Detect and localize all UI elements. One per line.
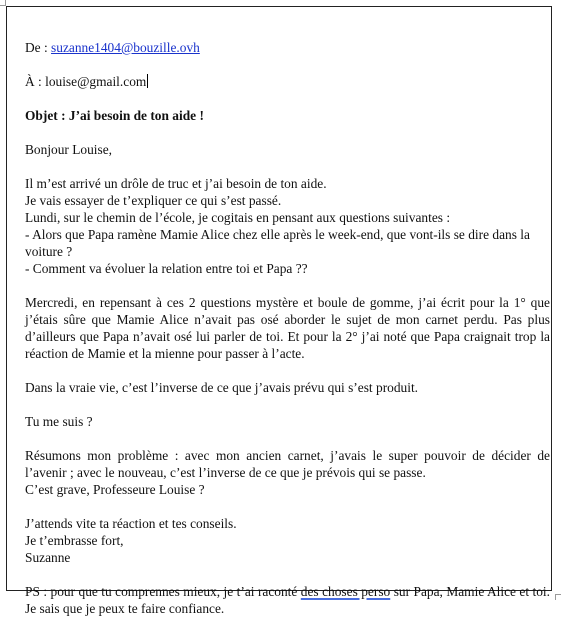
- to-label: À :: [25, 74, 46, 89]
- paragraph-4: Tu me suis ?: [25, 414, 93, 429]
- paragraph-2: Mercredi, en repensant à ces 2 questions mystère et boule de gomme, j’ai écrit pour la 1° que j’étais sûre que Mamie Alice n’avait pas osé aborder le sujet de mon carnet perdu. Pas plus d’ailleurs que Papa n’avait osé lui parler de toi. Et pour la 2° j’ai noté que Papa craignait trop la réaction de Mamie et la mienne pour passer à l’acte.: [25, 295, 550, 361]
- paragraph-5: Résumons mon problème : avec mon ancien carnet, j’avais le super pouvoir de décider de l’avenir ; avec le nouveau, c’est l’inverse de ce que je prévois qui se passe. C’est grave, Professeure Louise ?: [25, 448, 550, 497]
- email-subject: Objet : J’ai besoin de ton aide !: [25, 108, 204, 123]
- text-cursor: [147, 74, 148, 88]
- from-line: [25, 39, 550, 56]
- paragraph-1: Il m’est arrivé un drôle de truc et j’ai besoin de ton aide. Je vais essayer de t’expliquer ce qui s’est passé. Lundi, sur le chemin de l’école, je cogitais en pensant aux questions suivantes : - Alors que Papa ramène Mamie Alice chez elle après le week-end, que vont-ils se dire dans la voiture ? - Comment va évoluer la relation entre toi et Papa ??: [25, 176, 530, 276]
- to-line[interactable]: [25, 73, 550, 90]
- from-label: De :: [25, 40, 52, 55]
- corner-mark-bottom-right: [555, 594, 561, 600]
- ps-text-start: PS : pour que tu comprennes mieux, je t’ai raconté: [25, 584, 301, 599]
- paragraph-3: Dans la vraie vie, c’est l’inverse de ce que j’avais prévu qui s’est produit.: [25, 380, 419, 395]
- greeting: Bonjour Louise,: [25, 142, 113, 157]
- email-document: [25, 39, 550, 617]
- spellcheck-highlight[interactable]: des choses perso: [300, 584, 391, 599]
- from-email-link[interactable]: suzanne1404@bouzille.ovh: [51, 40, 200, 55]
- closing: J’attends vite ta réaction et tes conseils. Je t’embrasse fort, Suzanne: [25, 516, 237, 565]
- ps-text-end: sur Papa, Mamie Alice et toi. Je sais que je peux te faire confiance.: [25, 584, 551, 616]
- to-email-field[interactable]: louise@gmail.com: [45, 74, 147, 89]
- postscript: [25, 583, 550, 617]
